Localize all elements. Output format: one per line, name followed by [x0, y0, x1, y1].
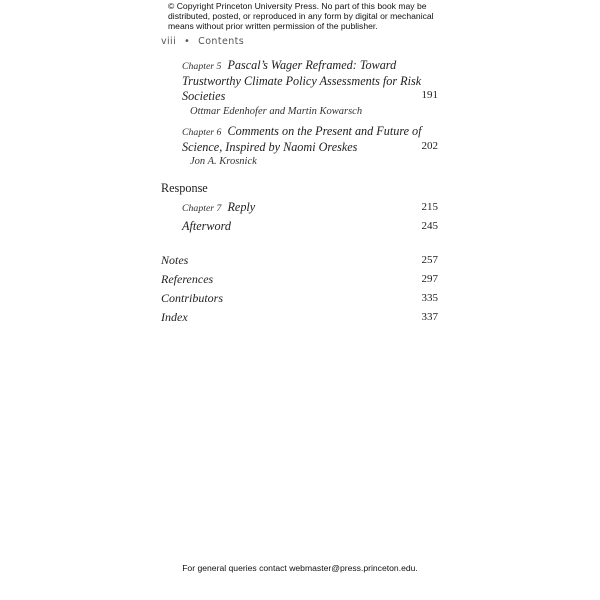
footer-contact: For general queries contact webmaster@press.princeton.edu.	[182, 563, 418, 573]
page-number: 297	[421, 273, 438, 285]
running-head-page-number: viii	[161, 36, 177, 47]
entry-title: References	[161, 272, 214, 286]
toc-entry-notes[interactable]	[161, 253, 438, 268]
running-head-separator: •	[184, 36, 191, 47]
chapter-number: Chapter 7	[182, 203, 222, 214]
page-number: 215	[421, 201, 438, 213]
toc-entry-chapter-7[interactable]	[182, 200, 438, 215]
chapter-title: Afterword	[182, 219, 231, 233]
entry-title: Index	[161, 310, 188, 324]
chapter-number: Chapter 5	[182, 61, 222, 72]
toc-entry-contributors[interactable]	[161, 291, 438, 306]
page-number: 191	[421, 89, 438, 101]
copyright-notice: © Copyright Princeton University Press. No part of this book may be distributed, posted, or reproduced in any form by digital or mechanical means without prior written permission of the publisher.	[168, 1, 434, 31]
page-number: 257	[421, 254, 438, 266]
page-number: 202	[421, 140, 438, 152]
page-number: 245	[421, 220, 438, 232]
running-head	[161, 36, 244, 47]
chapter-title: Reply	[227, 200, 256, 214]
page-number: 335	[421, 292, 438, 304]
toc-entry-references[interactable]	[161, 272, 438, 287]
toc-entry-index[interactable]	[161, 310, 438, 325]
chapter-title: Pascal’s Wager Reframed: Toward Trustworthy Climate Policy Assessments for Risk Societies	[182, 58, 422, 103]
chapter-title: Comments on the Present and Future of Science, Inspired by Naomi Oreskes	[182, 124, 422, 154]
running-head-title: Contents	[198, 36, 245, 47]
entry-title: Contributors	[161, 291, 224, 305]
page-number: 337	[421, 311, 438, 323]
toc-entry-chapter-6[interactable]	[182, 124, 438, 154]
toc-entry-afterword[interactable]	[182, 219, 438, 234]
section-heading: Response	[161, 181, 208, 195]
chapter-author: Jon A. Krosnick	[190, 156, 257, 167]
chapter-author: Ottmar Edenhofer and Martin Kowarsch	[190, 106, 363, 117]
toc-entry-chapter-5[interactable]	[182, 58, 438, 103]
chapter-number: Chapter 6	[182, 127, 222, 138]
entry-title: Notes	[161, 253, 189, 267]
